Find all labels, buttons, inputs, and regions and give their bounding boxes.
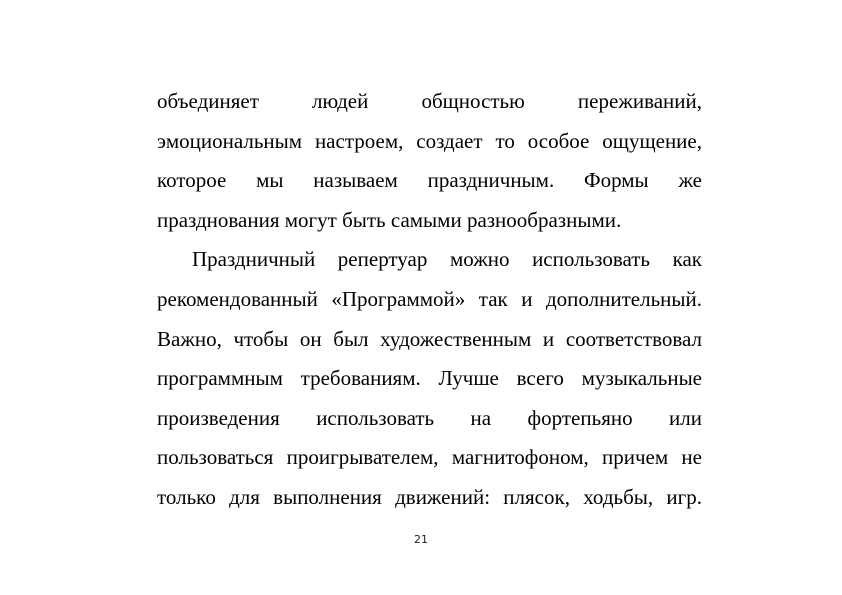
- text-line: празднования могут быть самыми разнообразными.: [157, 207, 622, 232]
- text-line: эмоциональным настроем, создает то особое ощущение,: [157, 128, 702, 153]
- text-line: объединяет людей общностью переживаний,: [157, 89, 702, 113]
- text-line: Важно, чтобы он был художественным и соответствовал: [157, 326, 702, 351]
- text-line: только для выполнения движений: плясок, ходьбы, игр.: [157, 484, 702, 509]
- text-line: произведения использовать на фортепьяно или: [157, 405, 702, 430]
- text-line: пользоваться проигрывателем, магнитофоном, причем не: [157, 445, 702, 470]
- text-line: которое мы называем праздничным. Формы же: [157, 168, 702, 193]
- body-text: [157, 82, 702, 518]
- text-line: Праздничный репертуар можно использовать как: [192, 247, 702, 272]
- text-line: программным требованиям. Лучше всего музыкальные: [157, 366, 702, 391]
- page-number: 21: [414, 533, 428, 546]
- text-line: рекомендованный «Программой» так и дополнительный.: [157, 286, 702, 311]
